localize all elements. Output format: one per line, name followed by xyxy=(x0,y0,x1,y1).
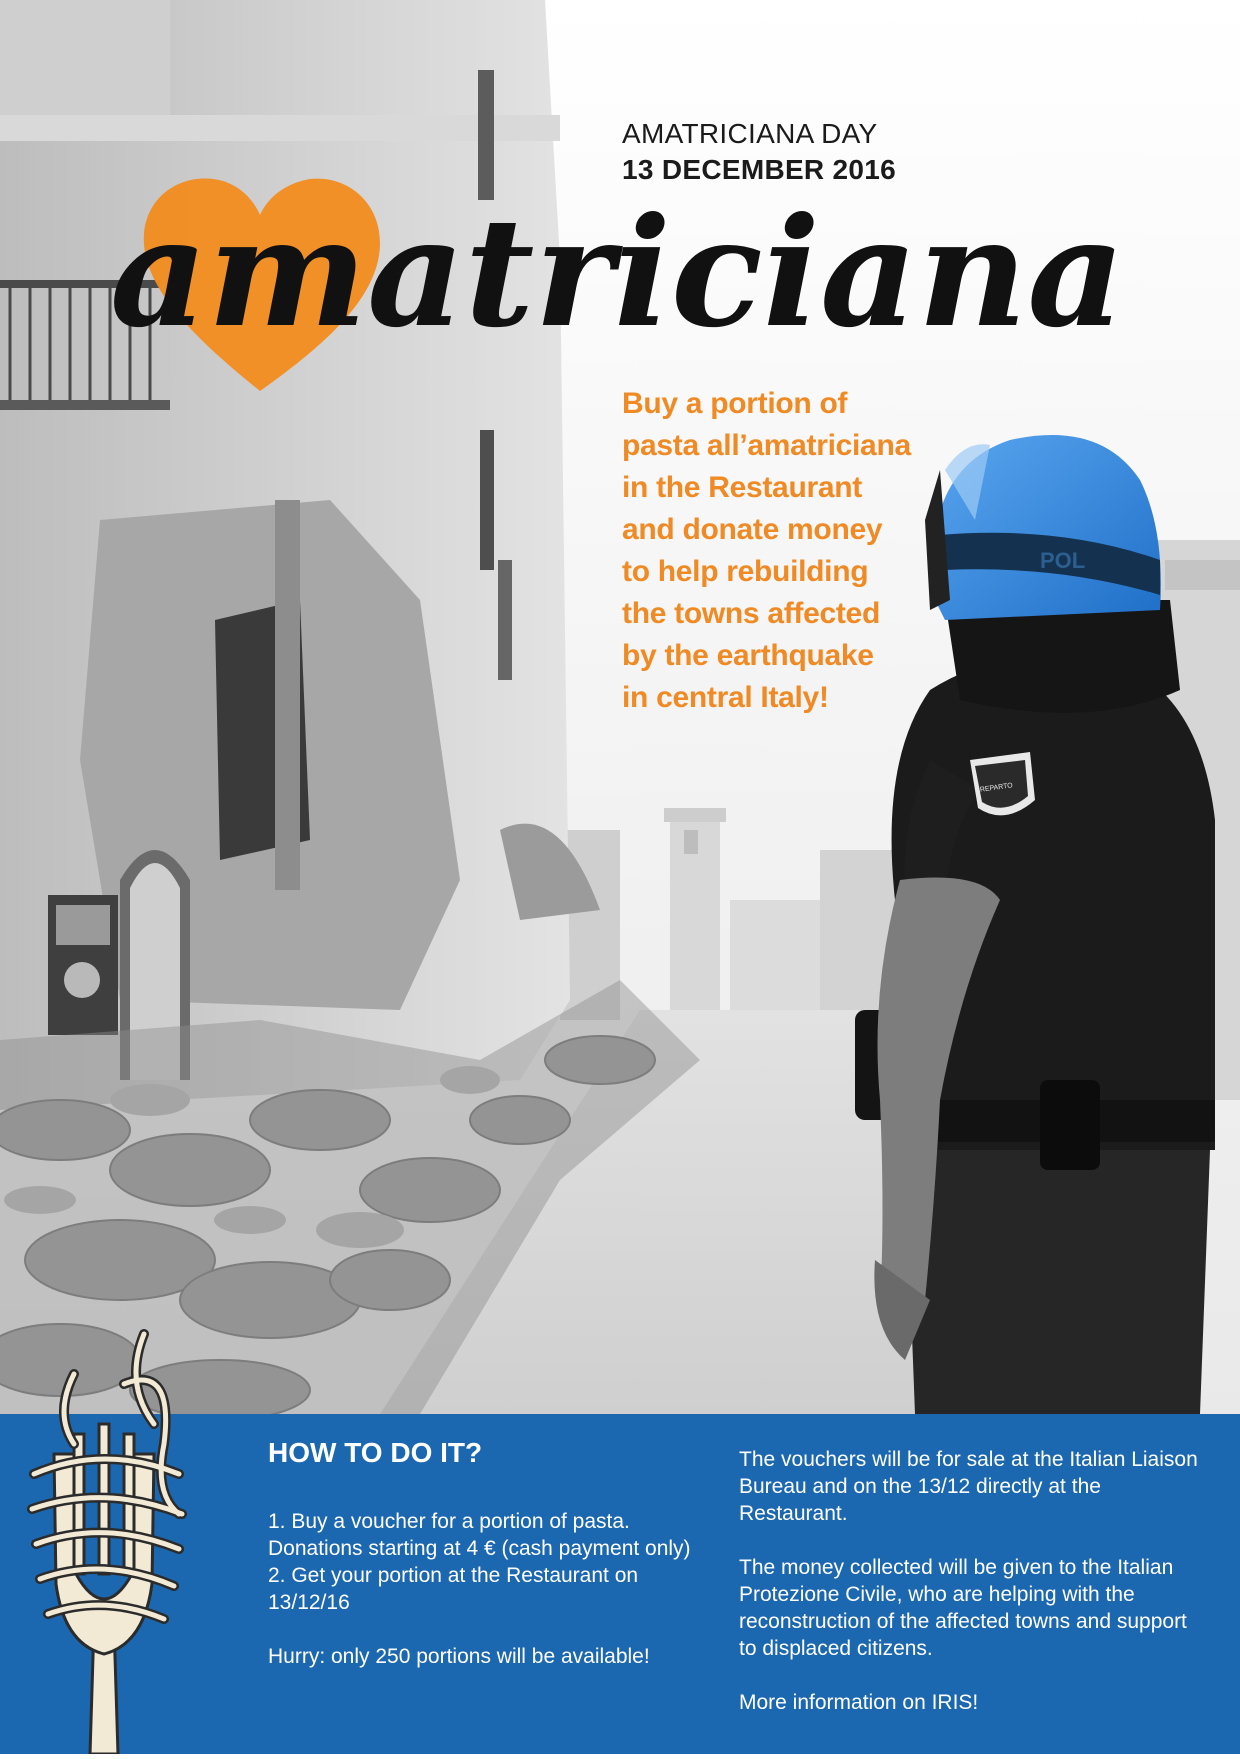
step-two-text: 2. Get your portion at the Restaurant on 13/12/16 xyxy=(268,1564,639,1614)
helmet-label: POL xyxy=(1040,548,1086,573)
money-text: The money collected will be given to the Italian Protezione Civile, who are helping with the reconstruction of the affected towns and support to displaced citizens. xyxy=(739,1556,1187,1660)
how-to-heading: HOW TO DO IT? xyxy=(268,1437,483,1468)
tagline-line: and donate money xyxy=(622,513,883,546)
fork-with-pasta-icon xyxy=(14,1324,214,1754)
donation-tagline xyxy=(622,383,952,719)
tagline-line: in central Italy! xyxy=(622,681,829,714)
amatriciana-script-word: amatriciana xyxy=(110,185,1125,361)
svg-text:REPARTO: REPARTO xyxy=(979,782,1014,794)
details-column xyxy=(739,1446,1209,1716)
more-info-text: More information on IRIS! xyxy=(739,1691,979,1714)
tagline-line: in the Restaurant xyxy=(622,471,862,504)
tagline-line: the towns affected xyxy=(622,597,880,630)
amatriciana-logo xyxy=(110,175,1128,385)
tagline-line: to help rebuilding xyxy=(622,555,869,588)
how-to-steps xyxy=(268,1508,708,1670)
tagline-line: Buy a portion of xyxy=(622,387,848,420)
step-one-text: 1. Buy a voucher for a portion of pasta. Donations starting at 4 € (cash payment only) xyxy=(268,1510,691,1560)
vouchers-text: The vouchers will be for sale at the Italian Liaison Bureau and on the 13/12 directly at the Restaurant. xyxy=(739,1448,1198,1525)
tagline-line: pasta all’amatriciana xyxy=(622,429,911,462)
event-name: AMATRICIANA DAY xyxy=(622,118,878,149)
hurry-text: Hurry: only 250 portions will be available! xyxy=(268,1645,650,1668)
event-date: 13 DECEMBER 2016 xyxy=(622,154,897,185)
tagline-line: by the earthquake xyxy=(622,639,874,672)
